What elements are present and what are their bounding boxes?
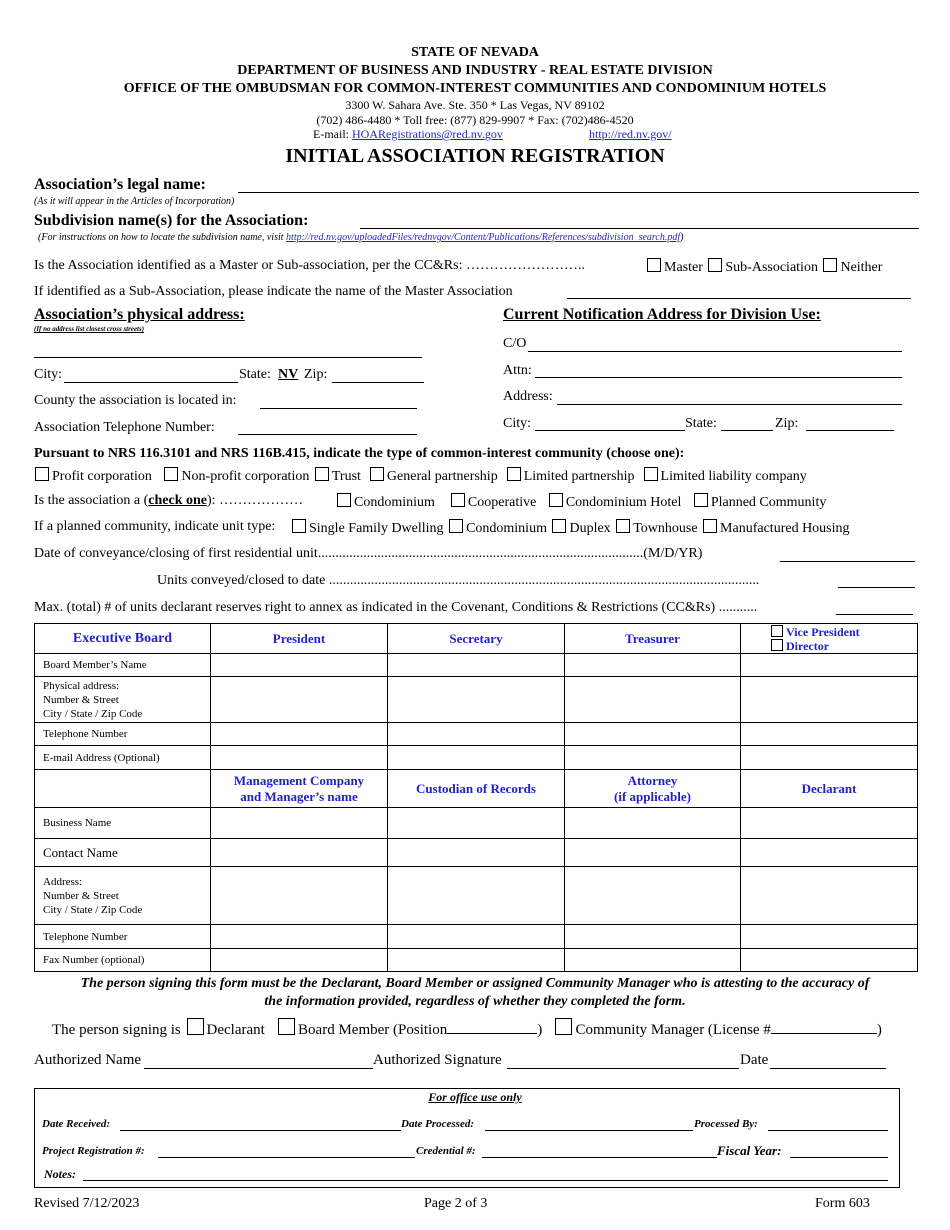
table-cell[interactable] — [211, 839, 388, 867]
table-cell[interactable] — [565, 746, 741, 770]
physical-state-label: State: — [239, 367, 271, 382]
signing-note-line1: The person signing this form must be the Declarant, Board Member or assigned Community Manager who is attesting to the accuracy of — [80, 976, 870, 991]
office-use-title: For office use only — [428, 1090, 522, 1104]
table-cell[interactable] — [211, 677, 388, 723]
header-line: and Manager’s name — [240, 788, 358, 804]
row-label-line: Physical address: — [43, 679, 120, 692]
project-reg-label: Project Registration #: — [42, 1145, 145, 1157]
date-received-field[interactable] — [120, 1130, 401, 1131]
address-row-label — [35, 867, 211, 925]
community-manager-checkbox[interactable] — [555, 1018, 572, 1035]
master-name-field[interactable] — [567, 298, 911, 299]
unit-type-options — [290, 519, 850, 537]
master-question: Is the Association identified as a Master or Sub-association, per the CC&Rs: …………………….. — [34, 258, 585, 273]
entity-type-label: Non-profit corporation — [181, 469, 310, 484]
conveyance-date-field[interactable] — [780, 561, 915, 562]
entity-type-label: Profit corporation — [52, 469, 152, 484]
county-field[interactable] — [260, 408, 417, 409]
table-cell[interactable] — [388, 723, 565, 746]
executive-board-table — [34, 623, 918, 972]
table-cell[interactable] — [388, 654, 565, 677]
subdivision-link[interactable]: http://red.nv.gov/uploadedFiles/rednvgov/Content/Publications/References/subdivision_search.pdf — [286, 232, 681, 243]
legal-name-label: Association’s legal name: — [34, 176, 206, 193]
entity-type-label: General partnership — [386, 469, 498, 484]
entity-type-label: Trust — [331, 469, 361, 484]
assoc-type-label: Condominium Hotel — [565, 495, 682, 510]
table-cell — [35, 770, 211, 808]
notify-city-field[interactable] — [535, 430, 685, 431]
sub-association-checkbox[interactable] — [708, 258, 722, 272]
declarant-header: Declarant — [741, 770, 918, 808]
telephone2-row-label: Telephone Number — [35, 925, 211, 949]
townhouse-checkbox[interactable] — [616, 519, 630, 533]
row-label-line: Address: — [43, 875, 83, 888]
signer-label: The person signing is — [52, 1022, 181, 1038]
table-cell[interactable] — [388, 839, 565, 867]
header-department: DEPARTMENT OF BUSINESS AND INDUSTRY - REAL ESTATE DIVISION — [237, 63, 713, 78]
table-cell[interactable] — [741, 746, 918, 770]
conveyance-date-label: Date of conveyance/closing of first residential unit.............................................................................................(M/D/YR) — [34, 546, 703, 561]
notify-zip-field[interactable] — [806, 430, 894, 431]
notes-field[interactable] — [83, 1180, 888, 1181]
website-link[interactable]: http://red.nv.gov/ — [589, 127, 672, 141]
close-paren: ) — [537, 1022, 543, 1038]
declarant-label: Declarant — [206, 1022, 265, 1038]
assoc-phone-field[interactable] — [238, 434, 417, 435]
table-cell[interactable] — [565, 808, 741, 839]
physical-note: (If no address list closest cross streets) — [34, 325, 145, 333]
assoc-phone-label: Association Telephone Number: — [34, 420, 215, 435]
date-label: Date — [740, 1052, 769, 1068]
table-cell[interactable] — [565, 677, 741, 723]
fiscal-year-label: Fiscal Year: — [717, 1143, 782, 1158]
notify-heading: Current Notification Address for Division Use: — [503, 306, 821, 323]
attorney-header — [565, 770, 741, 808]
unit-type-question: If a planned community, indicate unit type: — [34, 519, 276, 534]
table-cell[interactable] — [741, 839, 918, 867]
vice-president-label: Vice President — [786, 624, 860, 639]
notify-zip-label: Zip: — [775, 416, 799, 431]
fax-row-label: Fax Number (optional) — [35, 949, 211, 972]
project-reg-field[interactable] — [158, 1157, 415, 1158]
row-label-line: Number & Street — [43, 889, 119, 902]
board-member-checkbox[interactable] — [278, 1018, 295, 1035]
physical-zip-label: Zip: — [304, 367, 328, 382]
notify-attn-label: Attn: — [503, 363, 532, 378]
row-label-line: City / State / Zip Code — [43, 903, 143, 916]
assoc-type-label: Condominium — [354, 495, 435, 510]
unit-condo-checkbox[interactable] — [449, 519, 463, 533]
physical-city-field[interactable] — [64, 382, 238, 383]
physical-zip-field[interactable] — [332, 382, 424, 383]
master-checkbox[interactable] — [647, 258, 661, 272]
header-office: OFFICE OF THE OMBUDSMAN FOR COMMON-INTEREST COMMUNITIES AND CONDOMINIUM HOTELS — [123, 81, 827, 96]
secretary-header: Secretary — [388, 624, 565, 654]
header-phones: (702) 486-4480 * Toll free: (877) 829-9907 * Fax: (702)486-4520 — [316, 113, 634, 127]
max-units-label: Max. (total) # of units declarant reserves right to annex as indicated in the Covenant, Conditions & Restrictions (CC&Rs) ........... — [34, 600, 758, 615]
date-processed-label: Date Processed: — [401, 1118, 475, 1130]
physical-city-label: City: — [34, 367, 63, 382]
table-cell[interactable] — [388, 746, 565, 770]
date-received-label: Date Received: — [42, 1118, 111, 1130]
subdivision-note-end: ) — [680, 232, 684, 243]
physical-street-field[interactable] — [34, 357, 422, 358]
table-cell[interactable] — [388, 867, 565, 925]
duplex-checkbox[interactable] — [552, 519, 566, 533]
email-label: E-mail: — [313, 127, 349, 141]
table-cell[interactable] — [211, 746, 388, 770]
row-label-line: Number & Street — [43, 693, 119, 706]
cooperative-checkbox[interactable] — [451, 493, 465, 507]
entity-type-options — [33, 467, 807, 485]
revised-date: Revised 7/12/2023 — [34, 1196, 140, 1211]
president-header: President — [211, 624, 388, 654]
subdivision-field[interactable] — [360, 228, 919, 229]
row-label-line: City / State / Zip Code — [43, 707, 143, 720]
single-family-checkbox[interactable] — [292, 519, 306, 533]
unit-type-label: Manufactured Housing — [720, 521, 850, 536]
notify-co-field[interactable] — [528, 351, 902, 352]
auth-signature-field[interactable] — [507, 1068, 739, 1069]
board-member-label: Board Member (Position — [298, 1022, 448, 1038]
legal-name-field[interactable] — [238, 192, 919, 193]
signing-note-line2: the information provided, regardless of whether they completed the form. — [264, 994, 686, 1009]
assoc-type-q-post: ): ……………… — [207, 493, 304, 508]
physical-state-value: NV — [278, 367, 299, 382]
license-number-field[interactable] — [771, 1033, 877, 1034]
table-cell[interactable] — [211, 808, 388, 839]
entity-type-label: Limited partnership — [523, 469, 635, 484]
master-label: Master — [664, 260, 703, 275]
community-manager-label: Community Manager (License # — [575, 1022, 771, 1038]
table-cell[interactable] — [741, 949, 918, 972]
unit-type-label: Single Family Dwelling — [309, 521, 444, 536]
table-cell[interactable] — [388, 808, 565, 839]
entity-type-label: Limited liability company — [660, 469, 807, 484]
processed-by-field[interactable] — [768, 1130, 888, 1131]
notify-address-label: Address: — [503, 389, 553, 404]
notify-address-field[interactable] — [557, 404, 902, 405]
table-cell[interactable] — [565, 949, 741, 972]
header-line: (if applicable) — [614, 788, 691, 804]
legal-name-note: (As it will appear in the Articles of Incorporation) — [34, 196, 235, 207]
table-cell[interactable] — [741, 867, 918, 925]
header-line: Attorney — [627, 772, 678, 788]
table-cell[interactable] — [211, 867, 388, 925]
director-checkbox[interactable] — [771, 639, 783, 651]
table-cell[interactable] — [741, 654, 918, 677]
trust-checkbox[interactable] — [315, 467, 329, 481]
master-name-question: If identified as a Sub-Association, please indicate the name of the Master Association — [34, 284, 513, 299]
physical-heading: Association’s physical address: — [34, 306, 245, 323]
auth-signature-label: Authorized Signature — [373, 1052, 502, 1068]
units-conveyed-field[interactable] — [838, 587, 915, 588]
email-row-label: E-mail Address (Optional) — [35, 746, 211, 770]
table-cell[interactable] — [741, 808, 918, 839]
custodian-header: Custodian of Records — [388, 770, 565, 808]
business-name-row-label: Business Name — [35, 808, 211, 839]
telephone-row-label: Telephone Number — [35, 723, 211, 746]
unit-type-label: Duplex — [569, 521, 611, 536]
header-line: Management Company — [233, 772, 365, 788]
notify-attn-field[interactable] — [535, 377, 902, 378]
assoc-type-q-bold: check one — [148, 493, 208, 508]
table-cell[interactable] — [741, 925, 918, 949]
date-processed-field[interactable] — [485, 1130, 693, 1131]
auth-name-field[interactable] — [144, 1068, 373, 1069]
notify-state-field[interactable] — [721, 430, 773, 431]
processed-by-label: Processed By: — [694, 1118, 758, 1130]
table-cell[interactable] — [388, 949, 565, 972]
treasurer-header: Treasurer — [565, 624, 741, 654]
assoc-type-question — [34, 493, 303, 509]
management-company-header — [211, 770, 388, 808]
max-units-field[interactable] — [836, 614, 913, 615]
header-email-line — [313, 127, 503, 142]
table-cell[interactable] — [211, 925, 388, 949]
nonprofit-corp-checkbox[interactable] — [164, 467, 178, 481]
physical-address-row-label — [35, 677, 211, 723]
planned-community-checkbox[interactable] — [694, 493, 708, 507]
profit-corp-checkbox[interactable] — [35, 467, 49, 481]
condominium-checkbox[interactable] — [337, 493, 351, 507]
assoc-type-options — [335, 493, 826, 511]
table-cell[interactable] — [741, 677, 918, 723]
table-cell[interactable] — [388, 677, 565, 723]
auth-name-label: Authorized Name — [34, 1052, 142, 1068]
table-cell[interactable] — [565, 654, 741, 677]
pursuant-text: Pursuant to NRS 116.3101 and NRS 116B.415, indicate the type of common-interest community (choose one): — [34, 446, 685, 461]
sub-association-label: Sub-Association — [725, 260, 818, 275]
board-member-name-row-label: Board Member’s Name — [35, 654, 211, 677]
table-cell[interactable] — [388, 925, 565, 949]
llc-checkbox[interactable] — [644, 467, 658, 481]
limited-partnership-checkbox[interactable] — [507, 467, 521, 481]
assoc-type-label: Cooperative — [467, 495, 537, 510]
email-link[interactable]: HOARegistrations@red.nv.gov — [352, 127, 503, 141]
assoc-type-q-pre: Is the association a ( — [34, 493, 149, 508]
board-position-field[interactable] — [447, 1033, 537, 1034]
notes-label: Notes: — [44, 1167, 76, 1181]
page-number: Page 2 of 3 — [424, 1196, 488, 1211]
table-cell[interactable] — [211, 654, 388, 677]
vice-president-checkbox[interactable] — [771, 625, 783, 637]
signer-type-row — [52, 1018, 882, 1039]
neither-label: Neither — [840, 260, 883, 275]
table-cell[interactable] — [211, 949, 388, 972]
table-cell[interactable] — [565, 925, 741, 949]
credential-field[interactable] — [482, 1157, 717, 1158]
table-cell[interactable] — [211, 723, 388, 746]
subdivision-label: Subdivision name(s) for the Association: — [34, 212, 309, 229]
table-cell[interactable] — [565, 867, 741, 925]
close-paren: ) — [876, 1022, 882, 1038]
header-state: STATE OF NEVADA — [411, 45, 539, 60]
date-field[interactable] — [770, 1068, 886, 1069]
director-label: Director — [786, 638, 830, 653]
manufactured-housing-checkbox[interactable] — [703, 519, 717, 533]
county-label: County the association is located in: — [34, 393, 237, 408]
header-address: 3300 W. Sahara Ave. Ste. 350 * Las Vegas, NV 89102 — [345, 98, 605, 112]
assoc-type-label: Planned Community — [710, 495, 827, 510]
units-conveyed-label: Units conveyed/closed to date ........................................................................................................................... — [157, 573, 760, 588]
declarant-checkbox[interactable] — [187, 1018, 204, 1035]
general-partnership-checkbox[interactable] — [370, 467, 384, 481]
notify-city-label: City: — [503, 416, 532, 431]
table-cell[interactable] — [565, 723, 741, 746]
neither-checkbox[interactable] — [823, 258, 837, 272]
notify-state-label: State: — [685, 416, 717, 431]
form-number: Form 603 — [815, 1196, 870, 1211]
form-title: INITIAL ASSOCIATION REGISTRATION — [285, 145, 665, 167]
subdivision-note — [38, 232, 683, 243]
credential-label: Credential #: — [416, 1145, 476, 1157]
executive-board-header: Executive Board — [35, 624, 211, 654]
condo-hotel-checkbox[interactable] — [549, 493, 563, 507]
unit-type-label: Condominium — [466, 521, 547, 536]
vp-director-header — [741, 624, 918, 654]
fiscal-year-field[interactable] — [790, 1157, 888, 1158]
master-options — [645, 258, 882, 276]
table-cell[interactable] — [741, 723, 918, 746]
contact-name-row-label: Contact Name — [35, 839, 211, 867]
table-cell[interactable] — [565, 839, 741, 867]
unit-type-label: Townhouse — [633, 521, 698, 536]
subdivision-note-text: (For instructions on how to locate the subdivision name, visit — [38, 232, 284, 243]
notify-co-label: C/O — [503, 336, 527, 351]
